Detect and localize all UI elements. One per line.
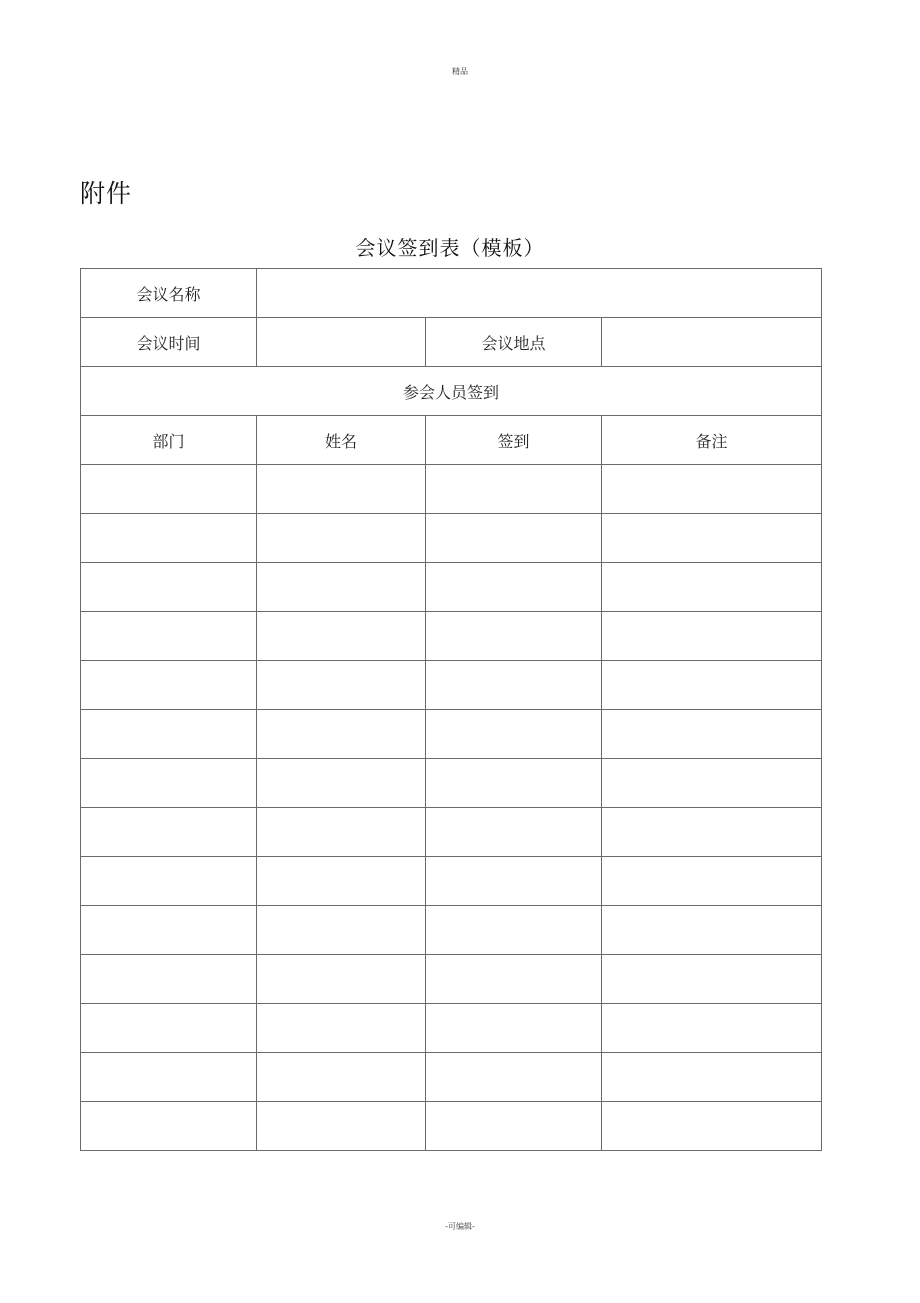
table-row <box>81 514 822 563</box>
department-cell[interactable] <box>81 1004 257 1053</box>
signature-cell[interactable] <box>426 759 602 808</box>
document-title: 会议签到表（模板） <box>355 236 545 260</box>
signature-cell[interactable] <box>426 514 602 563</box>
column-header-row <box>81 416 822 465</box>
department-cell[interactable] <box>81 710 257 759</box>
remarks-cell[interactable] <box>602 661 822 710</box>
meeting-name-field[interactable] <box>257 269 822 318</box>
remarks-cell[interactable] <box>602 1102 822 1151</box>
remarks-cell[interactable] <box>602 1004 822 1053</box>
remarks-cell[interactable] <box>602 857 822 906</box>
name-cell[interactable] <box>257 1102 426 1151</box>
remarks-cell[interactable] <box>602 514 822 563</box>
department-cell[interactable] <box>81 612 257 661</box>
attachment-label: 附件 <box>80 179 133 208</box>
signature-cell[interactable] <box>426 1102 602 1151</box>
signature-cell[interactable] <box>426 563 602 612</box>
table-row <box>81 1004 822 1053</box>
remarks-cell[interactable] <box>602 465 822 514</box>
meeting-location-label: 会议地点 <box>426 318 602 367</box>
remarks-cell[interactable] <box>602 759 822 808</box>
meeting-time-field[interactable] <box>257 318 426 367</box>
column-header-remarks: 备注 <box>602 416 822 465</box>
remarks-cell[interactable] <box>602 955 822 1004</box>
department-cell[interactable] <box>81 514 257 563</box>
remarks-cell[interactable] <box>602 612 822 661</box>
meeting-location-field[interactable] <box>602 318 822 367</box>
signature-cell[interactable] <box>426 710 602 759</box>
signature-cell[interactable] <box>426 661 602 710</box>
department-cell[interactable] <box>81 1102 257 1151</box>
table-row <box>81 710 822 759</box>
name-cell[interactable] <box>257 857 426 906</box>
table-row <box>81 857 822 906</box>
department-cell[interactable] <box>81 1053 257 1102</box>
sign-in-table <box>80 268 822 1151</box>
column-header-department: 部门 <box>81 416 257 465</box>
name-cell[interactable] <box>257 1004 426 1053</box>
signature-cell[interactable] <box>426 857 602 906</box>
name-cell[interactable] <box>257 661 426 710</box>
meeting-name-label: 会议名称 <box>81 269 257 318</box>
signature-cell[interactable] <box>426 808 602 857</box>
table-row <box>81 563 822 612</box>
department-cell[interactable] <box>81 857 257 906</box>
signature-cell[interactable] <box>426 1053 602 1102</box>
department-cell[interactable] <box>81 759 257 808</box>
attendee-section-label: 参会人员签到 <box>81 367 822 416</box>
name-cell[interactable] <box>257 955 426 1004</box>
department-cell[interactable] <box>81 661 257 710</box>
signature-cell[interactable] <box>426 465 602 514</box>
name-cell[interactable] <box>257 514 426 563</box>
table-row <box>81 661 822 710</box>
signature-cell[interactable] <box>426 612 602 661</box>
meeting-name-row <box>81 269 822 318</box>
name-cell[interactable] <box>257 710 426 759</box>
table-row <box>81 612 822 661</box>
department-cell[interactable] <box>81 906 257 955</box>
attendee-section-row <box>81 367 822 416</box>
table-row <box>81 465 822 514</box>
table-row <box>81 759 822 808</box>
table-row <box>81 955 822 1004</box>
table-row <box>81 906 822 955</box>
name-cell[interactable] <box>257 759 426 808</box>
table-row <box>81 1102 822 1151</box>
remarks-cell[interactable] <box>602 710 822 759</box>
department-cell[interactable] <box>81 808 257 857</box>
table-row <box>81 1053 822 1102</box>
signature-cell[interactable] <box>426 1004 602 1053</box>
department-cell[interactable] <box>81 955 257 1004</box>
signature-cell[interactable] <box>426 955 602 1004</box>
table-row <box>81 808 822 857</box>
signature-cell[interactable] <box>426 906 602 955</box>
remarks-cell[interactable] <box>602 1053 822 1102</box>
remarks-cell[interactable] <box>602 906 822 955</box>
name-cell[interactable] <box>257 612 426 661</box>
meeting-time-location-row <box>81 318 822 367</box>
department-cell[interactable] <box>81 465 257 514</box>
name-cell[interactable] <box>257 808 426 857</box>
remarks-cell[interactable] <box>602 808 822 857</box>
column-header-signature: 签到 <box>426 416 602 465</box>
name-cell[interactable] <box>257 1053 426 1102</box>
page-footer: -可编辑- <box>445 1222 475 1231</box>
department-cell[interactable] <box>81 563 257 612</box>
column-header-name: 姓名 <box>257 416 426 465</box>
page-header: 精品 <box>452 67 468 76</box>
name-cell[interactable] <box>257 465 426 514</box>
remarks-cell[interactable] <box>602 563 822 612</box>
name-cell[interactable] <box>257 906 426 955</box>
meeting-time-label: 会议时间 <box>81 318 257 367</box>
name-cell[interactable] <box>257 563 426 612</box>
